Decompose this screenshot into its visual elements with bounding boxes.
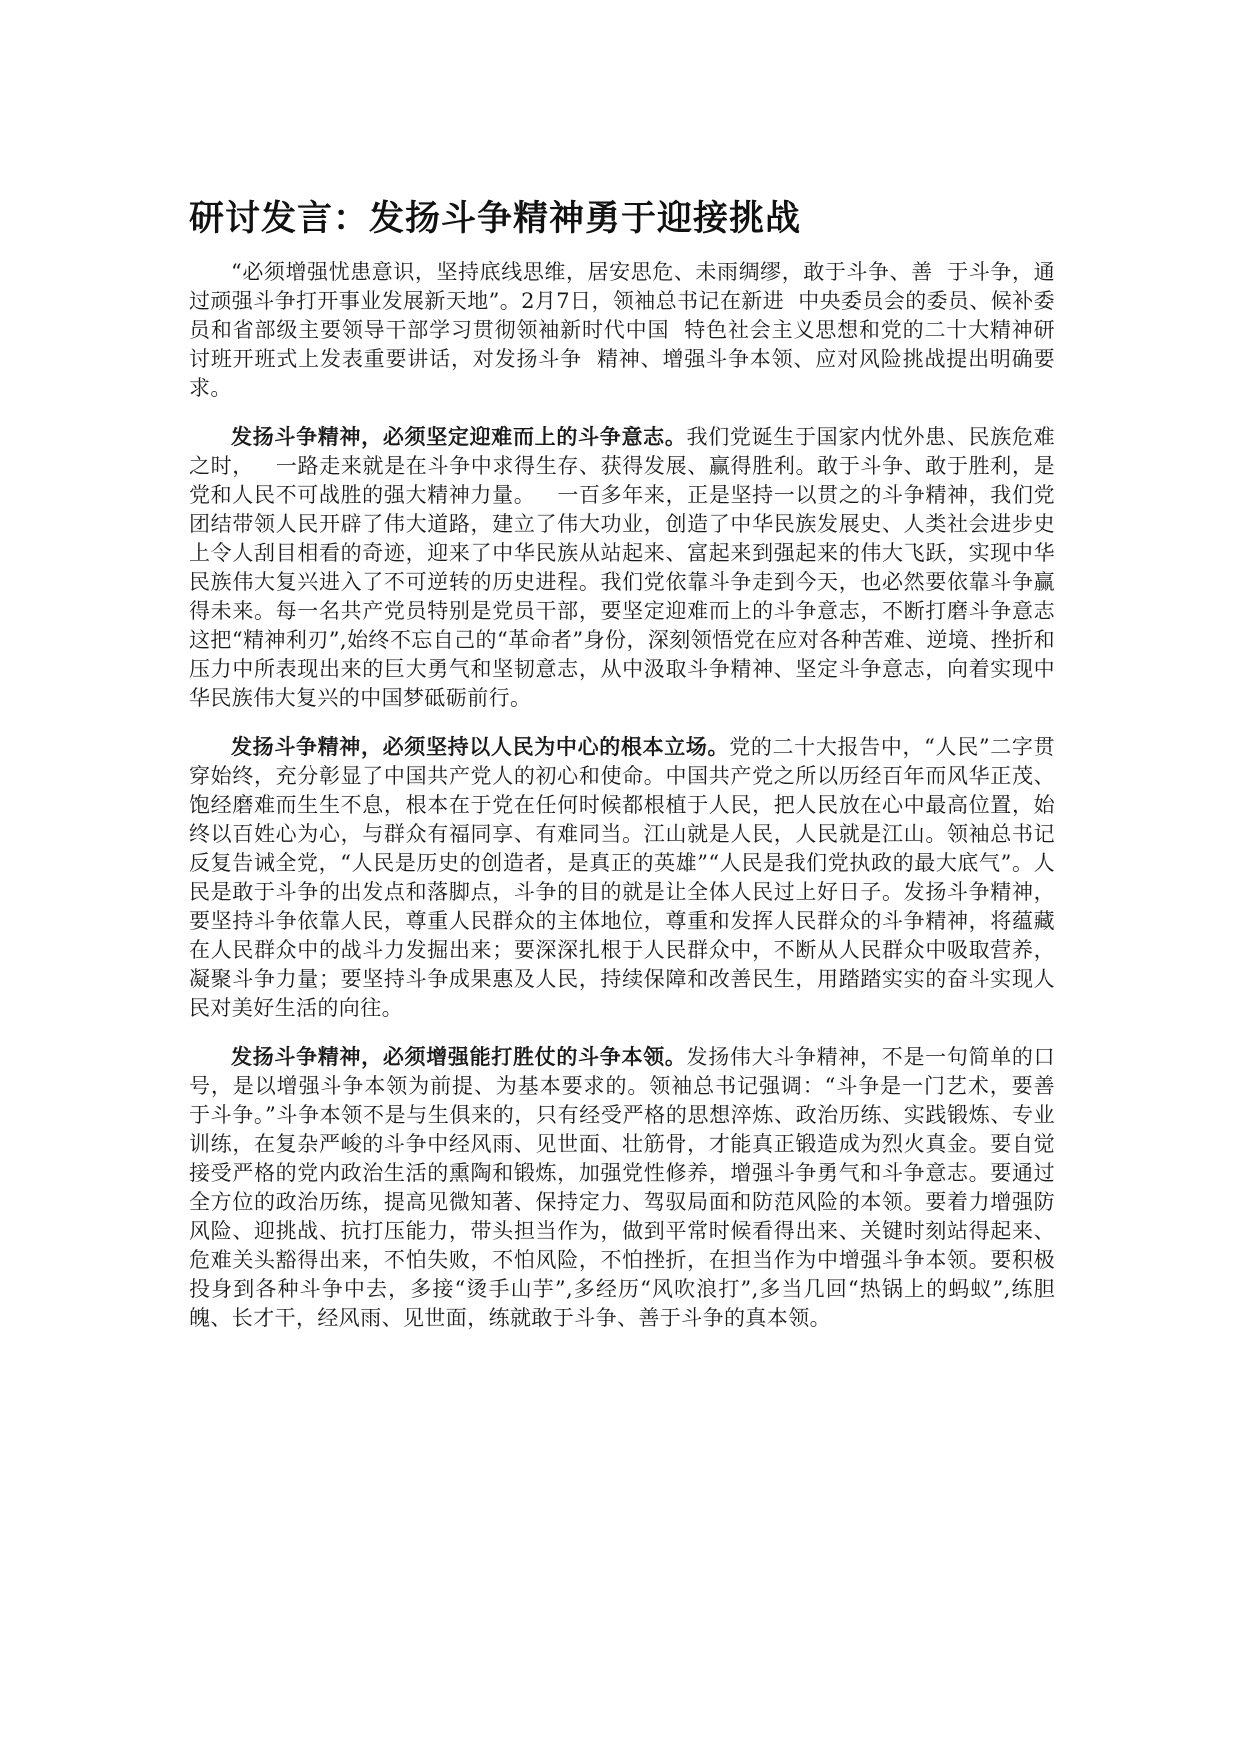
paragraph-struggle-will [189,422,1055,713]
paragraph-text: 党的二十大报告中，“人民”二字贯穿始终，充分彰显了中国共产党人的初心和使命。中国共产党之所以历经百年而风华正茂、饱经磨难而生生不息，根本在于党在任何时候都根植于人民，把人民放在心中最高位置，始终以百姓心为心，与群众有福同享、有难同当。江山就是人民，人民就是江山。领袖总书记反复告诫全党，“人民是历史的创造者，是真正的英雄”“人民是我们党执政的最大底气”。人民是敢于斗争的出发点和落脚点，斗争的目的就是让全体人民过上好日子。发扬斗争精神，要坚持斗争依靠人民，尊重人民群众的主体地位，尊重和发挥人民群众的斗争精神，将蕴藏在人民群众中的战斗力发掘出来；要深深扎根于人民群众中，不断从人民群众中吸取营养，凝聚斗争力量；要坚持斗争成果惠及人民，持续保障和改善民生，用踏踏实实的奋斗实现人民对美好生活的向往。 [189,735,1055,1020]
paragraph-text: 我们党诞生于国家内忧外患、民族危难之时， 一路走来就是在斗争中求得生存、获得发展、赢得胜利。敢于斗争、敢于胜利，是党和人民不可战胜的强大精神力量。 一百多年来，正是坚持一以贯之的斗争精神，我们党团结带领人民开辟了伟大道路，建立了伟大功业，创造了中华民族发展史、人类社会进步史上令人刮目相看的奇迹，迎来了中华民族从站起来、富起来到强起来的伟大飞跃，实现中华民族伟大复兴进入了不可逆转的历史进程。我们党依靠斗争走到今天，也必然要依靠斗争赢得未来。每一名共产党员特别是党员干部，要坚定迎难而上的斗争意志，不断打磨斗争意志这把“精神利刃”,始终不忘自己的“革命者”身份，深刻领悟党在应对各种苦难、逆境、挫折和压力中所表现出来的巨大勇气和坚韧意志，从中汲取斗争精神、坚定斗争意志，向着实现中华民族伟大复兴的中国梦砥砺前行。 [189,425,1055,710]
paragraph-people-centered [189,732,1055,1023]
paragraph-lead: 发扬斗争精神，必须坚持以人民为中心的根本立场。 [231,734,730,759]
paragraph-lead: 发扬斗争精神，必须增强能打胜仗的斗争本领。 [231,1044,687,1069]
paragraph-text: “必须增强忧患意识，坚持底线思维，居安思危、未雨绸缪，敢于斗争、善 于斗争，通过顽强斗争打开事业发展新天地”。2月7日，领袖总书记在新进 中央委员会的委员、候补委员和省部级主要领导干部学习贯彻领袖新时代中国 特色社会主义思想和党的二十大精神研讨班开班式上发表重要讲话，对发扬斗争 精神、增强斗争本领、应对风险挑战提出明确要求。 [189,260,1056,400]
paragraph-lead: 发扬斗争精神，必须坚定迎难而上的斗争意志。 [231,424,687,449]
document-page [189,196,1055,1352]
paragraph-intro [189,258,1055,403]
document-title: 研讨发言：发扬斗争精神勇于迎接挑战 [189,199,802,239]
paragraph-struggle-skills [189,1042,1055,1333]
paragraph-text: 发扬伟大斗争精神，不是一句简单的口号，是以增强斗争本领为前提、为基本要求的。领袖总书记强调：“斗争是一门艺术，要善于斗争。”斗争本领不是与生俱来的，只有经受严格的思想淬炼、政治历练、实践锻炼、专业训练，在复杂严峻的斗争中经风雨、见世面、壮筋骨，才能真正锻造成为烈火真金。要自觉接受严格的党内政治生活的熏陶和锻炼，加强党性修养，增强斗争勇气和斗争意志。要通过全方位的政治历练，提高见微知著、保持定力、驾驭局面和防范风险的本领。要着力增强防风险、迎挑战、抗打压能力，带头担当作为，做到平常时候看得出来、关键时刻站得起来、危难关头豁得出来，不怕失败，不怕风险，不怕挫折，在担当作为中增强斗争本领。要积极投身到各种斗争中去，多接“烫手山芋”,多经历“风吹浪打”,多当几回“热锅上的蚂蚁”,练胆魄、长才干，经风雨、见世面，练就敢于斗争、善于斗争的真本领。 [189,1045,1055,1330]
